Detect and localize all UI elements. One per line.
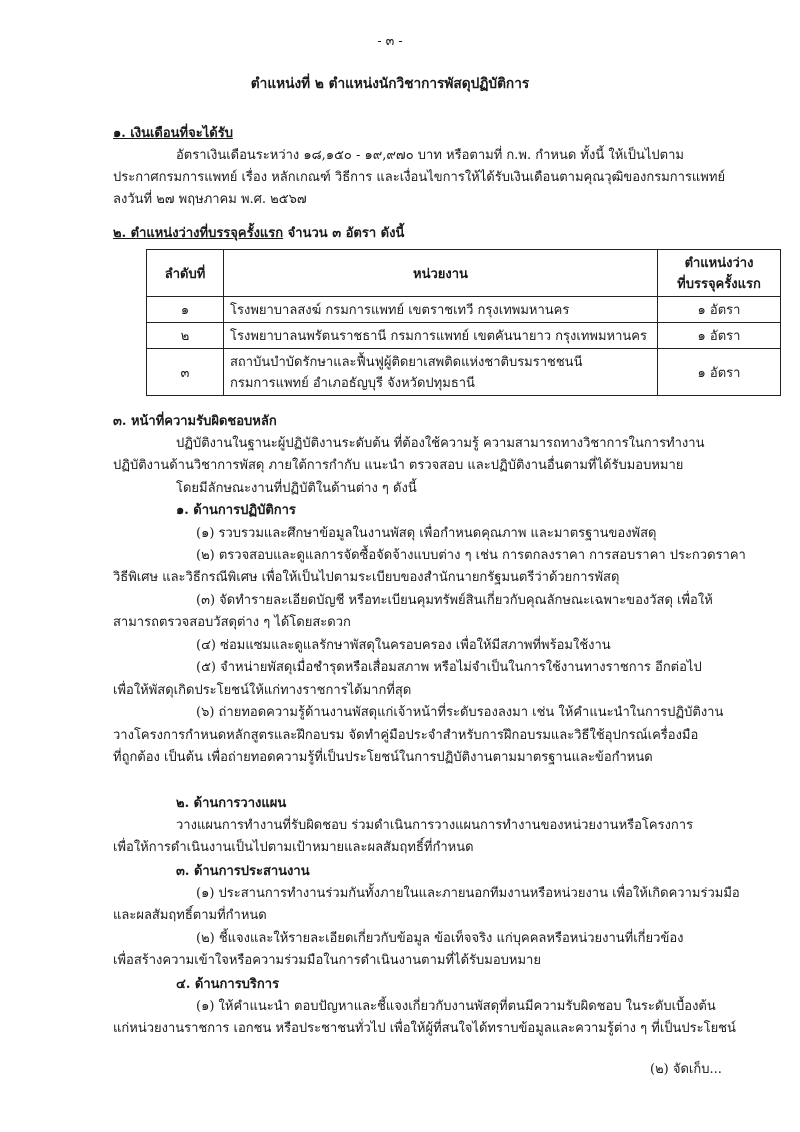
table-row xyxy=(147,297,781,323)
sub3-heading: ๓. ด้านการประสานงาน xyxy=(176,864,310,879)
section2-heading-rest: จำนวน ๓ อัตรา ดังนี้ xyxy=(283,226,405,241)
sub1-line: เพื่อให้พัสดุเกิดประโยชน์ให้แก่ทางราชการได้มากที่สุด xyxy=(113,683,412,698)
row-number: ๓ xyxy=(147,349,224,396)
continuation-text: (๒) จัดเก็บ... xyxy=(650,1062,722,1077)
section1-line: ประกาศกรมการแพทย์ เรื่อง หลักเกณฑ์ วิธีการ และเงื่อนไขการให้ได้รับเงินเดือนตามคุณวุฒิของกรมการแพทย์ xyxy=(113,170,726,185)
sub4-heading: ๔. ด้านการบริการ xyxy=(176,977,280,992)
section1-heading: ๑. เงินเดือนที่จะได้รับ xyxy=(113,126,233,141)
sub3-line: เพื่อสร้างความเข้าใจหรือความร่วมมือในการดำเนินงานตามที่ได้รับมอบหมาย xyxy=(113,953,541,968)
section1-line: อัตราเงินเดือนระหว่าง ๑๘,๑๕๐ - ๑๙,๙๗๐ บาท หรือตามที่ ก.พ. กำหนด ทั้งนี้ ให้เป็นไปตาม xyxy=(176,148,684,163)
sub1-line: (๓) จัดทำรายละเอียดบัญชี หรือทะเบียนคุมทรัพย์สินเกี่ยวกับคุณลักษณะเฉพาะของวัสดุ เพื่อให้ xyxy=(196,593,713,608)
vacancy-table xyxy=(146,249,781,396)
row-count: ๑ อัตรา xyxy=(658,297,781,323)
sub3-line: (๒) ชี้แจงและให้รายละเอียดเกี่ยวกับข้อมูล ข้อเท็จจริง แก่บุคคลหรือหน่วยงานที่เกี่ยวข้อง xyxy=(196,931,684,946)
section3-intro: ปฏิบัติงานในฐานะผู้ปฏิบัติงานระดับต้น ที่ต้องใช้ความรู้ ความสามารถทางวิชาการในการทำงาน xyxy=(176,436,705,451)
sub2-line: เพื่อให้การดำเนินงานเป็นไปตามเป้าหมายและผลสัมฤทธิ์ที่กำหนด xyxy=(113,840,474,855)
sub1-line: วิธีพิเศษ และวิธีกรณีพิเศษ เพื่อให้เป็นไปตามระเบียบของสำนักนายกรัฐมนตรีว่าด้วยการพัสดุ xyxy=(113,570,620,585)
section3-intro: ปฏิบัติงานด้านวิชาการพัสดุ ภายใต้การกำกับ แนะนำ ตรวจสอบ และปฏิบัติงานอื่นตามที่ได้รับมอบหมาย xyxy=(113,458,684,473)
sub2-heading: ๒. ด้านการวางแผน xyxy=(176,796,287,811)
header-vacancy-line2: ที่บรรจุครั้งแรก xyxy=(677,277,761,292)
row-count: ๑ อัตรา xyxy=(658,323,781,349)
page-number: - ๓ - xyxy=(377,34,403,49)
sub1-line: สามารถตรวจสอบวัสดุต่าง ๆ ได้โดยสะดวก xyxy=(113,615,351,630)
sub4-line: แก่หน่วยงานราชการ เอกชน หรือประชาชนทั่วไป เพื่อให้ผู้ที่สนใจได้ทราบข้อมูลและความรู้ต่าง ๆ ที่เป็นประโยชน์ xyxy=(113,1021,736,1036)
sub3-line: และผลสัมฤทธิ์ตามที่กำหนด xyxy=(113,908,267,923)
row-unit-line1: สถาบันบำบัดรักษาและฟื้นฟูผู้ติดยาเสพติดแห่งชาติบรมราชชนนี xyxy=(230,355,583,370)
header-unit: หน่วยงาน xyxy=(224,250,658,297)
table-row xyxy=(147,349,781,396)
sub1-heading: ๑. ด้านการปฏิบัติการ xyxy=(176,503,296,518)
header-order: ลำดับที่ xyxy=(147,250,224,297)
row-number: ๑ xyxy=(147,297,224,323)
section2-heading-underlined: ๒. ตำแหน่งว่างที่บรรจุครั้งแรก xyxy=(113,226,284,241)
section3-heading: ๓. หน้าที่ความรับผิดชอบหลัก xyxy=(113,414,277,429)
sub3-line: (๑) ประสานการทำงานร่วมกันทั้งภายในและภายนอกทีมงานหรือหน่วยงาน เพื่อให้เกิดความร่วมมือ xyxy=(196,886,740,901)
table-header-row xyxy=(147,250,781,297)
sub1-line: (๕) จำหน่ายพัสดุเมื่อชำรุดหรือเสื่อมสภาพ หรือไม่จำเป็นในการใช้งานทางราชการ อีกต่อไป xyxy=(196,660,702,675)
sub1-line: (๒) ตรวจสอบและดูแลการจัดซื้อจัดจ้างแบบต่าง ๆ เช่น การตกลงราคา การสอบราคา ประกวดราคา xyxy=(196,548,746,563)
sub1-line: วางโครงการกำหนดหลักสูตรและฝึกอบรม จัดทำคู่มือประจำสำหรับการฝึกอบรมและวิธีใช้อุปกรณ์เครื่องมือ xyxy=(113,728,699,743)
section2-heading xyxy=(113,222,404,243)
row-unit: โรงพยาบาลสงฆ์ กรมการแพทย์ เขตราชเทวี กรุงเทพมหานคร xyxy=(224,297,658,323)
sub1-line: (๔) ซ่อมแซมและดูแลรักษาพัสดุในครอบครอง เพื่อให้มีสภาพที่พร้อมใช้งาน xyxy=(196,638,611,653)
row-unit xyxy=(224,349,658,396)
sub4-line: (๑) ให้คำแนะนำ ตอบปัญหาและชี้แจงเกี่ยวกับงานพัสดุที่ตนมีความรับผิดชอบ ในระดับเบื้องต้น xyxy=(196,999,716,1014)
position-title: ตำแหน่งที่ ๒ ตำแหน่งนักวิชาการพัสดุปฏิบัติการ xyxy=(250,76,530,92)
row-number: ๒ xyxy=(147,323,224,349)
row-count: ๑ อัตรา xyxy=(658,349,781,396)
row-unit: โรงพยาบาลนพรัตนราชธานี กรมการแพทย์ เขตคันนายาว กรุงเทพมหานคร xyxy=(224,323,658,349)
header-vacancy xyxy=(658,250,781,297)
sub1-line: ที่ถูกต้อง เป็นต้น เพื่อถ่ายทอดความรู้ที่เป็นประโยชน์ในการปฏิบัติงานตามมาตรฐานและข้อกำหนด xyxy=(113,750,653,765)
table-row xyxy=(147,323,781,349)
sub2-line: วางแผนการทำงานที่รับผิดชอบ ร่วมดำเนินการวางแผนการทำงานของหน่วยงานหรือโครงการ xyxy=(176,818,694,833)
header-vacancy-line1: ตำแหน่งว่าง xyxy=(684,256,754,271)
row-unit-line2: กรมการแพทย์ อำเภอธัญบุรี จังหวัดปทุมธานี xyxy=(230,376,475,391)
sub1-line: (๖) ถ่ายทอดความรู้ด้านงานพัสดุแก่เจ้าหน้าที่ระดับรองลงมา เช่น ให้คำแนะนำในการปฏิบัติงาน xyxy=(196,705,724,720)
section1-line: ลงวันที่ ๒๗ พฤษภาคม พ.ศ. ๒๕๖๗ xyxy=(113,192,307,207)
sub1-line: (๑) รวบรวมและศึกษาข้อมูลในงานพัสดุ เพื่อกำหนดคุณภาพ และมาตรฐานของพัสดุ xyxy=(196,526,657,541)
section3-intro: โดยมีลักษณะงานที่ปฏิบัติในด้านต่าง ๆ ดังนี้ xyxy=(176,481,417,496)
